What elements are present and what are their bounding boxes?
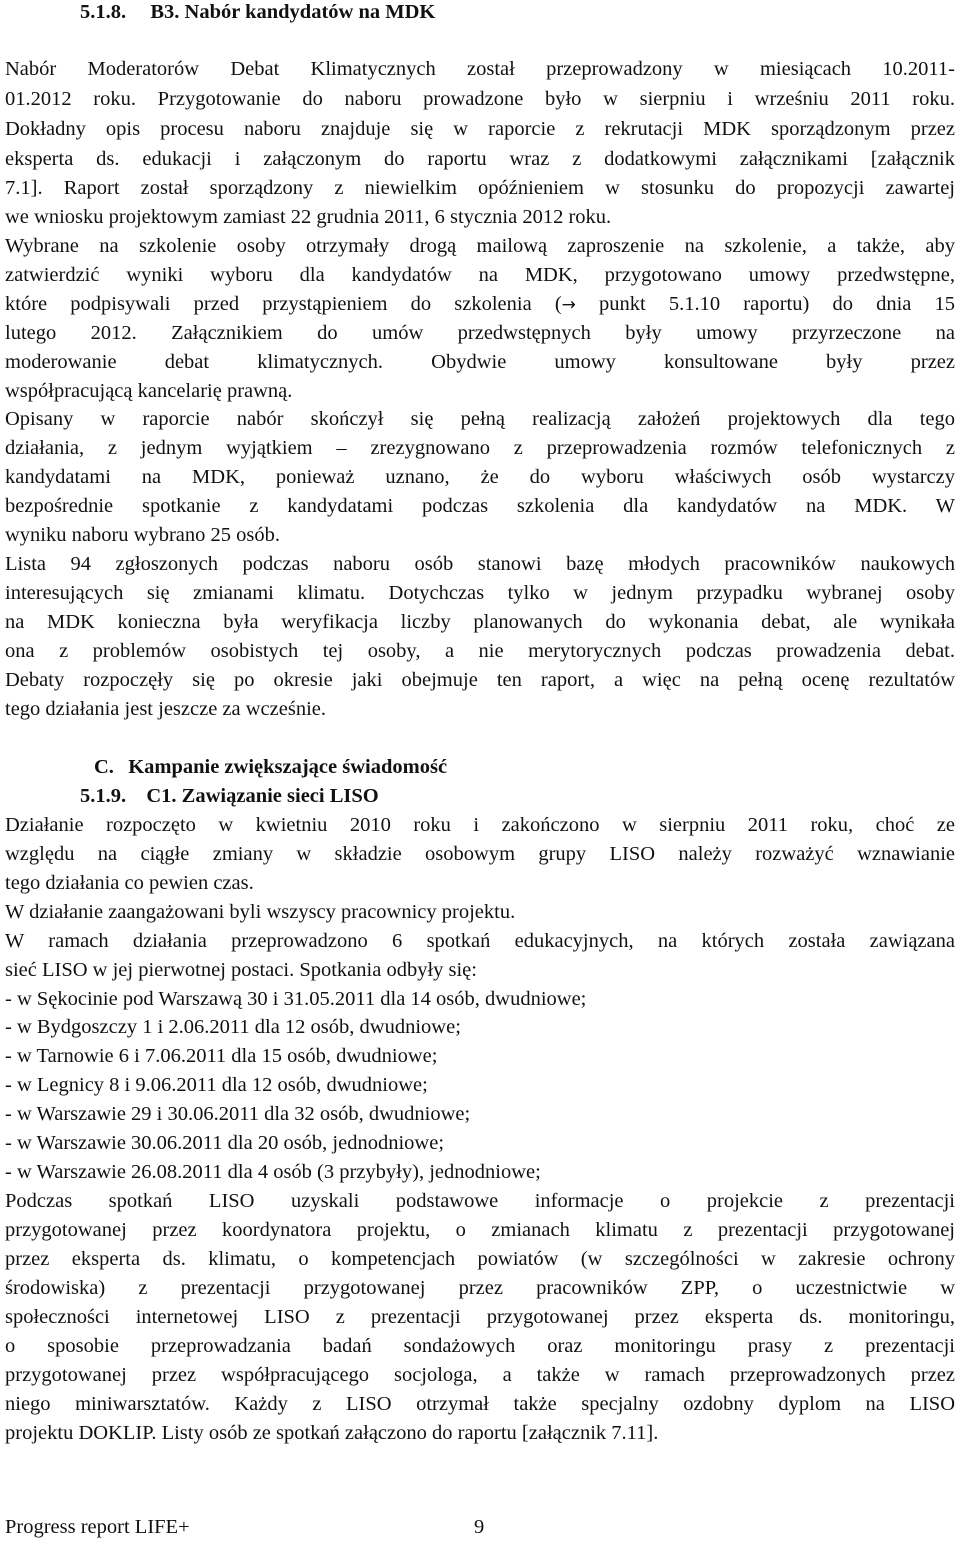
list-item: - w Warszawie 29 i 30.06.2011 dla 32 osób, dwudniowe; bbox=[5, 1103, 471, 1125]
paragraph-line: 01.2012 roku. Przygotowanie do naboru prowadzone było w sierpniu i wrześniu 2011 roku. bbox=[5, 88, 955, 110]
footer-page-number: 9 bbox=[474, 1516, 485, 1538]
paragraph-line: moderowanie debat klimatycznych. Obydwie umowy konsultowane były przez bbox=[5, 351, 955, 373]
paragraph-line: bezpośrednie spotkanie z kandydatami podczas szkolenia dla kandydatów na MDK. W bbox=[5, 495, 955, 517]
paragraph-line: tego działania jest jeszcze za wcześnie. bbox=[5, 698, 326, 720]
paragraph-line: interesujących się zmianami klimatu. Dotychczas tylko w jednym przypadku wybranej osoby bbox=[5, 582, 955, 604]
arrow-right-icon: → bbox=[561, 295, 576, 315]
paragraph-line: ona z problemów osobistych tej osoby, a nie merytorycznych podczas prowadzenia debat. bbox=[5, 640, 955, 662]
paragraph-line: lutego 2012. Załącznikiem do umów przedwstępnych były umowy przyrzeczone na bbox=[5, 322, 955, 344]
paragraph-line: Lista 94 zgłoszonych podczas naboru osób stanowi bazę młodych pracowników naukowych bbox=[5, 553, 955, 575]
paragraph-line: Debaty rozpoczęły się po okresie jaki obejmuje ten raport, a więc na pełną ocenę rezultatów bbox=[5, 669, 955, 691]
list-item: - w Warszawie 26.08.2011 dla 4 osób (3 przybyły), jednodniowe; bbox=[5, 1161, 541, 1183]
paragraph-line: Dokładny opis procesu naboru znajduje się w raporcie z rekrutacji MDK sporządzonym przez bbox=[5, 118, 955, 140]
paragraph-line: tego działania co pewien czas. bbox=[5, 872, 254, 894]
paragraph-line: wyniku naboru wybrano 25 osób. bbox=[5, 524, 281, 546]
paragraph-line: przygotowanej przez koordynatora projektu, o zmianach klimatu z prezentacji przygotowanej bbox=[5, 1219, 955, 1241]
paragraph-line-with-arrow bbox=[5, 290, 955, 319]
paragraph-line: Nabór Moderatorów Debat Klimatycznych został przeprowadzony w miesiącach 10.2011- bbox=[5, 58, 955, 80]
paragraph-line: sieć LISO w jej pierwotnej postaci. Spotkania odbyły się: bbox=[5, 959, 477, 981]
paragraph-line: projektu DOKLIP. Listy osób ze spotkań załączono do raportu [załącznik 7.11]. bbox=[5, 1422, 659, 1444]
footer-report-title: Progress report LIFE+ bbox=[5, 1516, 190, 1538]
chapter-heading bbox=[94, 753, 960, 781]
paragraph-line: przygotowanej przez współpracującego socjologa, a także w ramach przeprowadzonych przez bbox=[5, 1364, 955, 1386]
section-title: B3. Nabór kandydatów na MDK bbox=[150, 1, 436, 23]
paragraph-line: zatwierdzić wyniki wyboru dla kandydatów na MDK, przygotowano umowy przedwstępne, bbox=[5, 264, 955, 286]
paragraph-line: 7.1]. Raport został sporządzony z niewielkim opóźnieniem w stosunku do propozycji zawartej bbox=[5, 177, 955, 199]
paragraph-text: które podpisywali przed przystąpieniem do szkolenia ( bbox=[5, 293, 562, 315]
paragraph-line: przez eksperta ds. klimatu, o kompetencjach powiatów (w szczególności w zakresie ochrony bbox=[5, 1248, 955, 1270]
paragraph-line: względu na ciągłe zmiany w składzie osobowym grupy LISO należy rozważyć wznawianie bbox=[5, 843, 955, 865]
list-item: - w Warszawie 30.06.2011 dla 20 osób, jednodniowe; bbox=[5, 1132, 445, 1154]
section-heading bbox=[80, 782, 960, 810]
paragraph-line: kandydatami na MDK, ponieważ uznano, że do wyboru właściwych osób wystarczy bbox=[5, 466, 955, 488]
paragraph-line: we wniosku projektowym zamiast 22 grudnia 2011, 6 stycznia 2012 roku. bbox=[5, 206, 612, 228]
list-item: - w Sękocinie pod Warszawą 30 i 31.05.2011 dla 14 osób, dwudniowe; bbox=[5, 988, 587, 1010]
paragraph-line: na MDK konieczna była weryfikacja liczby planowanych do wykonania debat, ale wynikała bbox=[5, 611, 955, 633]
chapter-title: Kampanie zwiększające świadomość bbox=[128, 756, 448, 778]
paragraph-line: W działanie zaangażowani byli wszyscy pracownicy projektu. bbox=[5, 901, 516, 923]
paragraph-text: punkt 5.1.10 raportu) do dnia 15 bbox=[575, 293, 956, 315]
paragraph-line: niego miniwarsztatów. Każdy z LISO otrzymał także specjalny ozdobny dyplom na LISO bbox=[5, 1393, 955, 1415]
paragraph-line: W ramach działania przeprowadzono 6 spotkań edukacyjnych, na których została zawiązana bbox=[5, 930, 955, 952]
paragraph-line: społeczności internetowej LISO z prezentacji przygotowanej przez eksperta ds. monitoringu, bbox=[5, 1306, 955, 1328]
section-title: C1. Zawiązanie sieci LISO bbox=[146, 785, 379, 807]
paragraph-line: Wybrane na szkolenie osoby otrzymały drogą mailową zaproszenie na szkolenie, a także, aby bbox=[5, 235, 955, 257]
paragraph-line: współpracującą kancelarię prawną. bbox=[5, 380, 293, 402]
chapter-letter: C. bbox=[94, 756, 114, 778]
section-heading bbox=[80, 0, 960, 26]
section-number: 5.1.8. bbox=[80, 1, 127, 23]
paragraph-line: działania, z jednym wyjątkiem – zrezygnowano z przeprowadzenia rozmów telefonicznych z bbox=[5, 437, 955, 459]
section-number: 5.1.9. bbox=[80, 785, 127, 807]
list-item: - w Tarnowie 6 i 7.06.2011 dla 15 osób, dwudniowe; bbox=[5, 1045, 438, 1067]
list-item: - w Legnicy 8 i 9.06.2011 dla 12 osób, dwudniowe; bbox=[5, 1074, 428, 1096]
paragraph-line: środowiska) z prezentacji przygotowanej przez pracowników ZPP, o uczestnictwie w bbox=[5, 1277, 955, 1299]
paragraph-line: Opisany w raporcie nabór skończył się pełną realizacją założeń projektowych dla tego bbox=[5, 408, 955, 430]
paragraph-line: eksperta ds. edukacji i załączonym do raportu wraz z dodatkowymi załącznikami [załącznik bbox=[5, 148, 955, 170]
paragraph-line: Podczas spotkań LISO uzyskali podstawowe informacje o projekcie z prezentacji bbox=[5, 1190, 955, 1212]
paragraph-line: o sposobie przeprowadzania badań sondażowych oraz monitoringu prasy z prezentacji bbox=[5, 1335, 955, 1357]
paragraph-line: Działanie rozpoczęto w kwietniu 2010 roku i zakończono w sierpniu 2011 roku, choć ze bbox=[5, 814, 955, 836]
list-item: - w Bydgoszczy 1 i 2.06.2011 dla 12 osób, dwudniowe; bbox=[5, 1016, 461, 1038]
